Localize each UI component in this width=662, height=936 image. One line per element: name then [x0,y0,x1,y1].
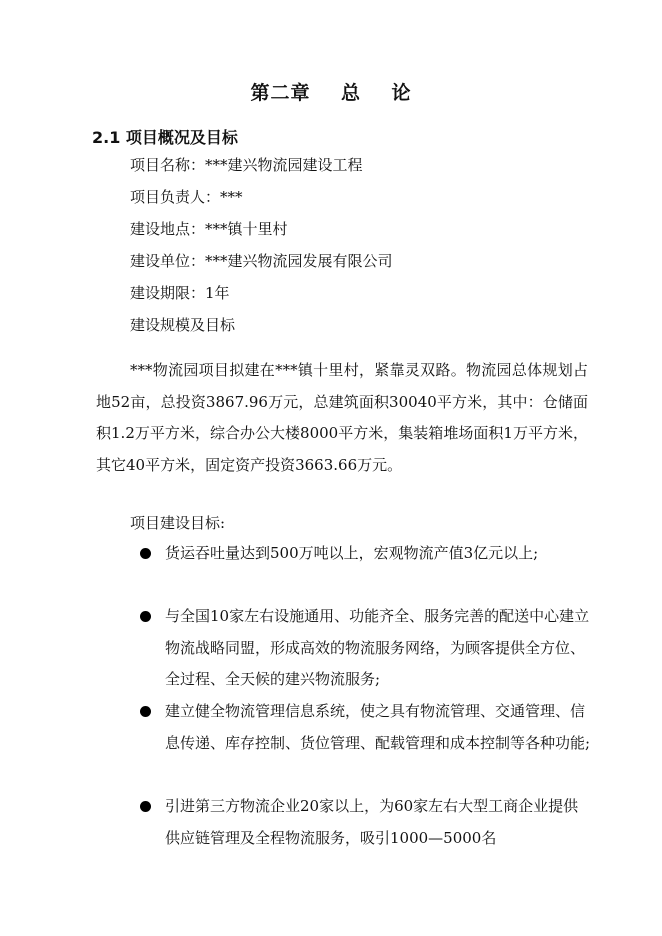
info-duration: 建设期限：1年 [130,284,230,302]
goal-item-text: 货运吞吐量达到500万吨以上，宏观物流产值3亿元以上; [165,544,539,562]
info-organization: 建设单位：***建兴物流园发展有限公司 [130,252,393,270]
bullet-dot-icon [140,801,151,812]
info-scale-heading: 建设规模及目标 [130,316,236,334]
bullet-dot-icon [140,548,151,559]
bullet-dot-icon [140,611,151,622]
project-info-list [130,152,393,344]
goal-item [140,538,592,570]
info-location: 建设地点：***镇十里村 [130,220,288,238]
goal-item [140,696,592,759]
goal-item [140,601,592,696]
goals-heading: 项目建设目标: [130,514,226,532]
goal-item-text: 建立健全物流管理信息系统，使之具有物流管理、交通管理、信息传递、库存控制、货位管理、配载管理和成本控制等各种功能; [165,702,591,752]
info-project-name: 项目名称：***建兴物流园建设工程 [130,156,363,174]
goal-item-text: 引进第三方物流企业20家以上，为60家左右大型工商企业提供供应链管理及全程物流服务，吸引1000—5000名 [165,797,579,847]
scale-paragraph: ***物流园项目拟建在***镇十里村，紧靠灵双路。物流园总体规划占地52亩，总投资3867.96万元，总建筑面积30040平方米，其中：仓储面积1.2万平方米，综合办公大楼8000平方米，集装箱堆场面积1万平方米，其它40平方米，固定资产投资3663.66万元。 [96,361,588,474]
goal-item-text: 与全国10家左右设施通用、功能齐全、服务完善的配送中心建立物流战略同盟，形成高效的物流服务网络，为顾客提供全方位、全过程、全天候的建兴物流服务; [165,607,590,688]
goal-item [140,791,592,854]
section-heading: 2.1 项目概况及目标 [92,128,238,147]
bullet-dot-icon [140,706,151,717]
info-project-leader: 项目负责人：*** [130,188,243,206]
chapter-title: 第二章 总 论 [250,82,412,104]
